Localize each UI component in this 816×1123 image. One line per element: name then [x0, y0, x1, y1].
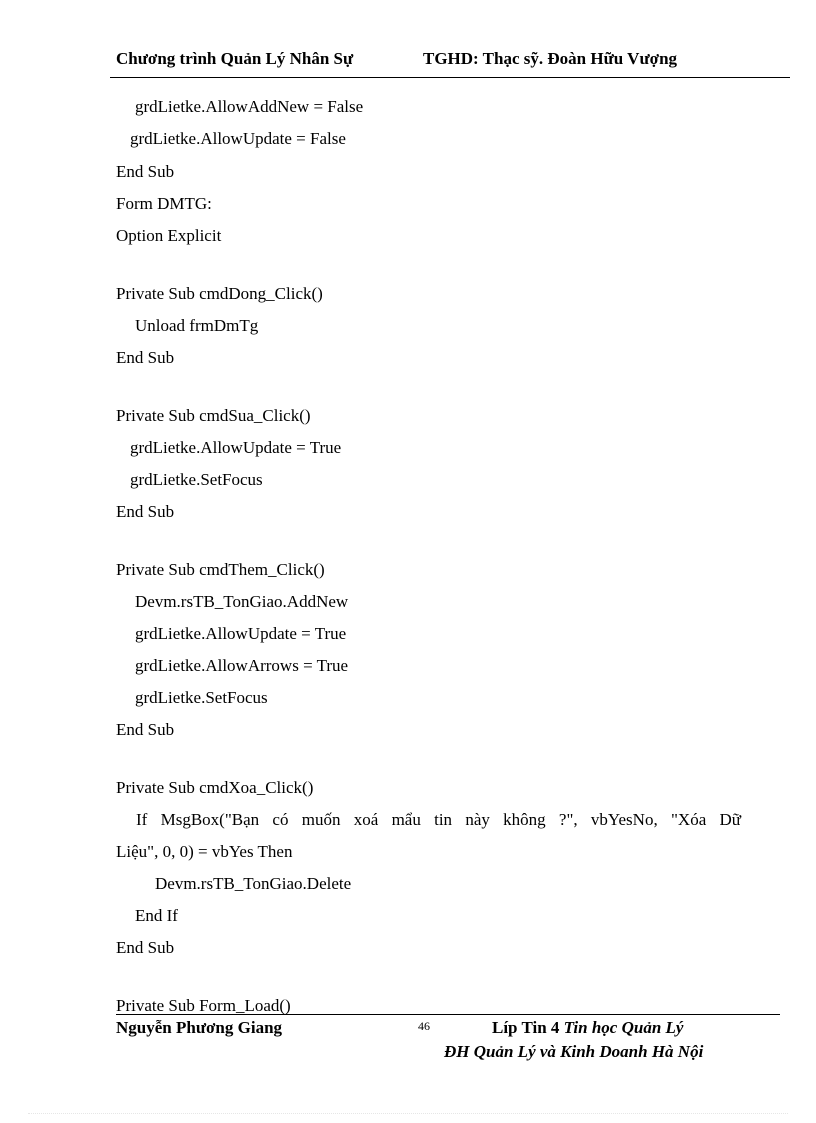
code-line: grdLietke.AllowAddNew = False	[135, 97, 364, 116]
code-line: If MsgBox("Bạn có muốn xoá mẩu tin này không ?", vbYesNo, "Xóa Dữ	[136, 810, 741, 829]
code-line: End Sub	[116, 938, 175, 957]
footer-class-subject: Tin học Quản Lý	[563, 1018, 684, 1037]
code-line: End Sub	[116, 162, 175, 181]
page-header	[116, 49, 678, 69]
footer-class-label: Líp Tin 4	[492, 1018, 560, 1037]
code-line: End Sub	[116, 502, 175, 521]
code-line: Form DMTG:	[116, 194, 212, 213]
footer-class	[492, 1018, 683, 1038]
header-divider	[110, 77, 790, 78]
code-line: grdLietke.SetFocus	[130, 470, 263, 489]
header-title: Chương trình Quản Lý Nhân Sự	[116, 49, 354, 68]
code-line: Private Sub cmdXoa_Click()	[116, 778, 314, 797]
code-line: grdLietke.AllowUpdate = True	[130, 438, 342, 457]
code-line: Liệu", 0, 0) = vbYes Then	[116, 842, 293, 861]
footer-author: Nguyễn Phương Giang	[116, 1018, 283, 1037]
page-number: 46	[418, 1019, 430, 1033]
code-line: End If	[135, 906, 178, 925]
footer-school: ĐH Quản Lý và Kinh Doanh Hà Nội	[444, 1042, 704, 1061]
code-line: Devm.rsTB_TonGiao.Delete	[155, 874, 352, 893]
code-line: Option Explicit	[116, 226, 222, 245]
code-line: Private Sub cmdSua_Click()	[116, 406, 311, 425]
code-line: grdLietke.SetFocus	[135, 688, 268, 707]
code-line: grdLietke.AllowUpdate = True	[135, 624, 347, 643]
code-line: Devm.rsTB_TonGiao.AddNew	[135, 592, 349, 611]
code-line: End Sub	[116, 348, 175, 367]
code-line: grdLietke.AllowUpdate = False	[130, 129, 346, 148]
code-line: Private Sub cmdDong_Click()	[116, 284, 323, 303]
footer-divider	[116, 1014, 780, 1015]
code-line: Private Sub Form_Load()	[116, 996, 291, 1015]
code-line: Private Sub cmdThem_Click()	[116, 560, 325, 579]
code-line: grdLietke.AllowArrows = True	[135, 656, 349, 675]
header-supervisor: TGHD: Thạc sỹ. Đoàn Hữu Vượng	[423, 49, 678, 68]
code-line: Unload frmDmTg	[135, 316, 259, 335]
code-line: End Sub	[116, 720, 175, 739]
page-bottom-edge	[28, 1113, 788, 1114]
